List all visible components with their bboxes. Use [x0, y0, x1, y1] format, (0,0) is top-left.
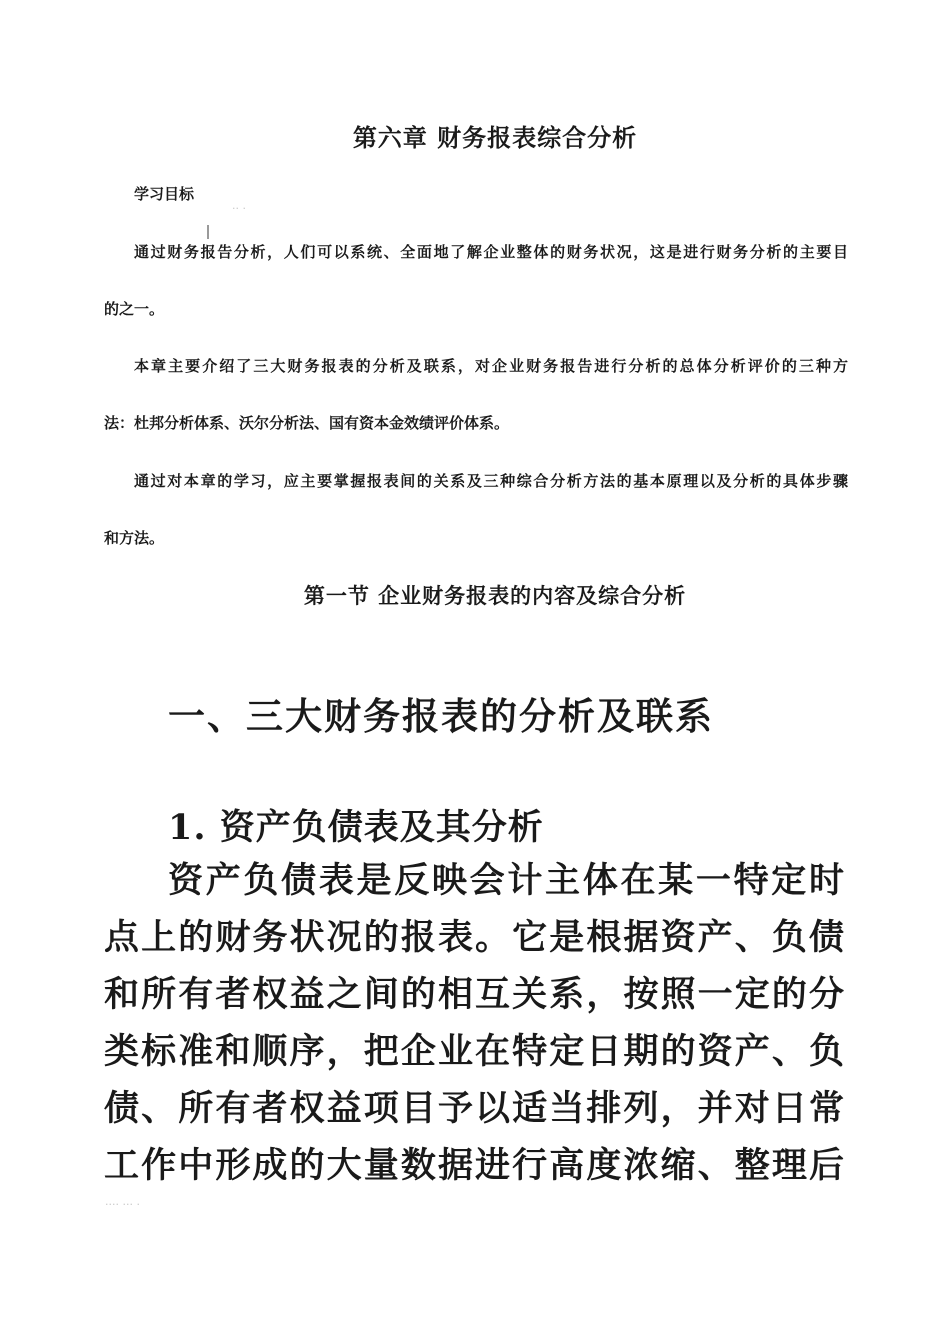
objective-paragraph-1: [104, 224, 848, 338]
faint-scan-mark: ·· ·: [232, 202, 246, 215]
section-title: 第一节 企业财务报表的内容及综合分析: [303, 583, 687, 608]
paragraph-line: 的之一。: [104, 300, 165, 318]
learning-objectives-label: 学习目标: [134, 185, 195, 203]
objective-paragraph-2: [104, 338, 848, 452]
body-line: 工作中形成的大量数据进行高度浓缩、整理后: [104, 1145, 844, 1186]
paragraph-line: 通过财务报告分析，人们可以系统、全面地了解企业整体的财务状况，这是进行财务分析的主要目: [134, 243, 848, 261]
body-line: 类标准和顺序，把企业在特定日期的资产、负: [104, 1031, 844, 1072]
paragraph-line: 本章主要介绍了三大财务报表的分析及联系，对企业财务报告进行分析的总体分析评价的三种方: [134, 357, 848, 375]
paragraph-line: 法：杜邦分析体系、沃尔分析法、国有资本金效绩评价体系。: [104, 414, 510, 432]
chapter-title: 第六章 财务报表综合分析: [352, 123, 638, 152]
paragraph-line: 和方法。: [104, 529, 165, 547]
body-line: 点上的财务状况的报表。它是根据资产、负债: [104, 917, 844, 958]
heading-level-1: 一、三大财务报表的分析及联系: [168, 694, 714, 738]
body-line: 债、所有者权益项目予以适当排列，并对日常: [104, 1088, 844, 1129]
body-line: 和所有者权益之间的相互关系，按照一定的分: [104, 974, 844, 1015]
heading-level-2: 1. 资产负债表及其分析: [168, 807, 544, 848]
objective-paragraph-3: [104, 453, 848, 567]
body-text: [104, 852, 844, 1194]
body-line: 资产负债表是反映会计主体在某一特定时: [168, 860, 844, 901]
faint-watermark: ···· ··· ·: [105, 1198, 140, 1211]
paragraph-line: 通过对本章的学习，应主要掌握报表间的关系及三种综合分析方法的基本原理以及分析的具体步骤: [134, 472, 848, 490]
